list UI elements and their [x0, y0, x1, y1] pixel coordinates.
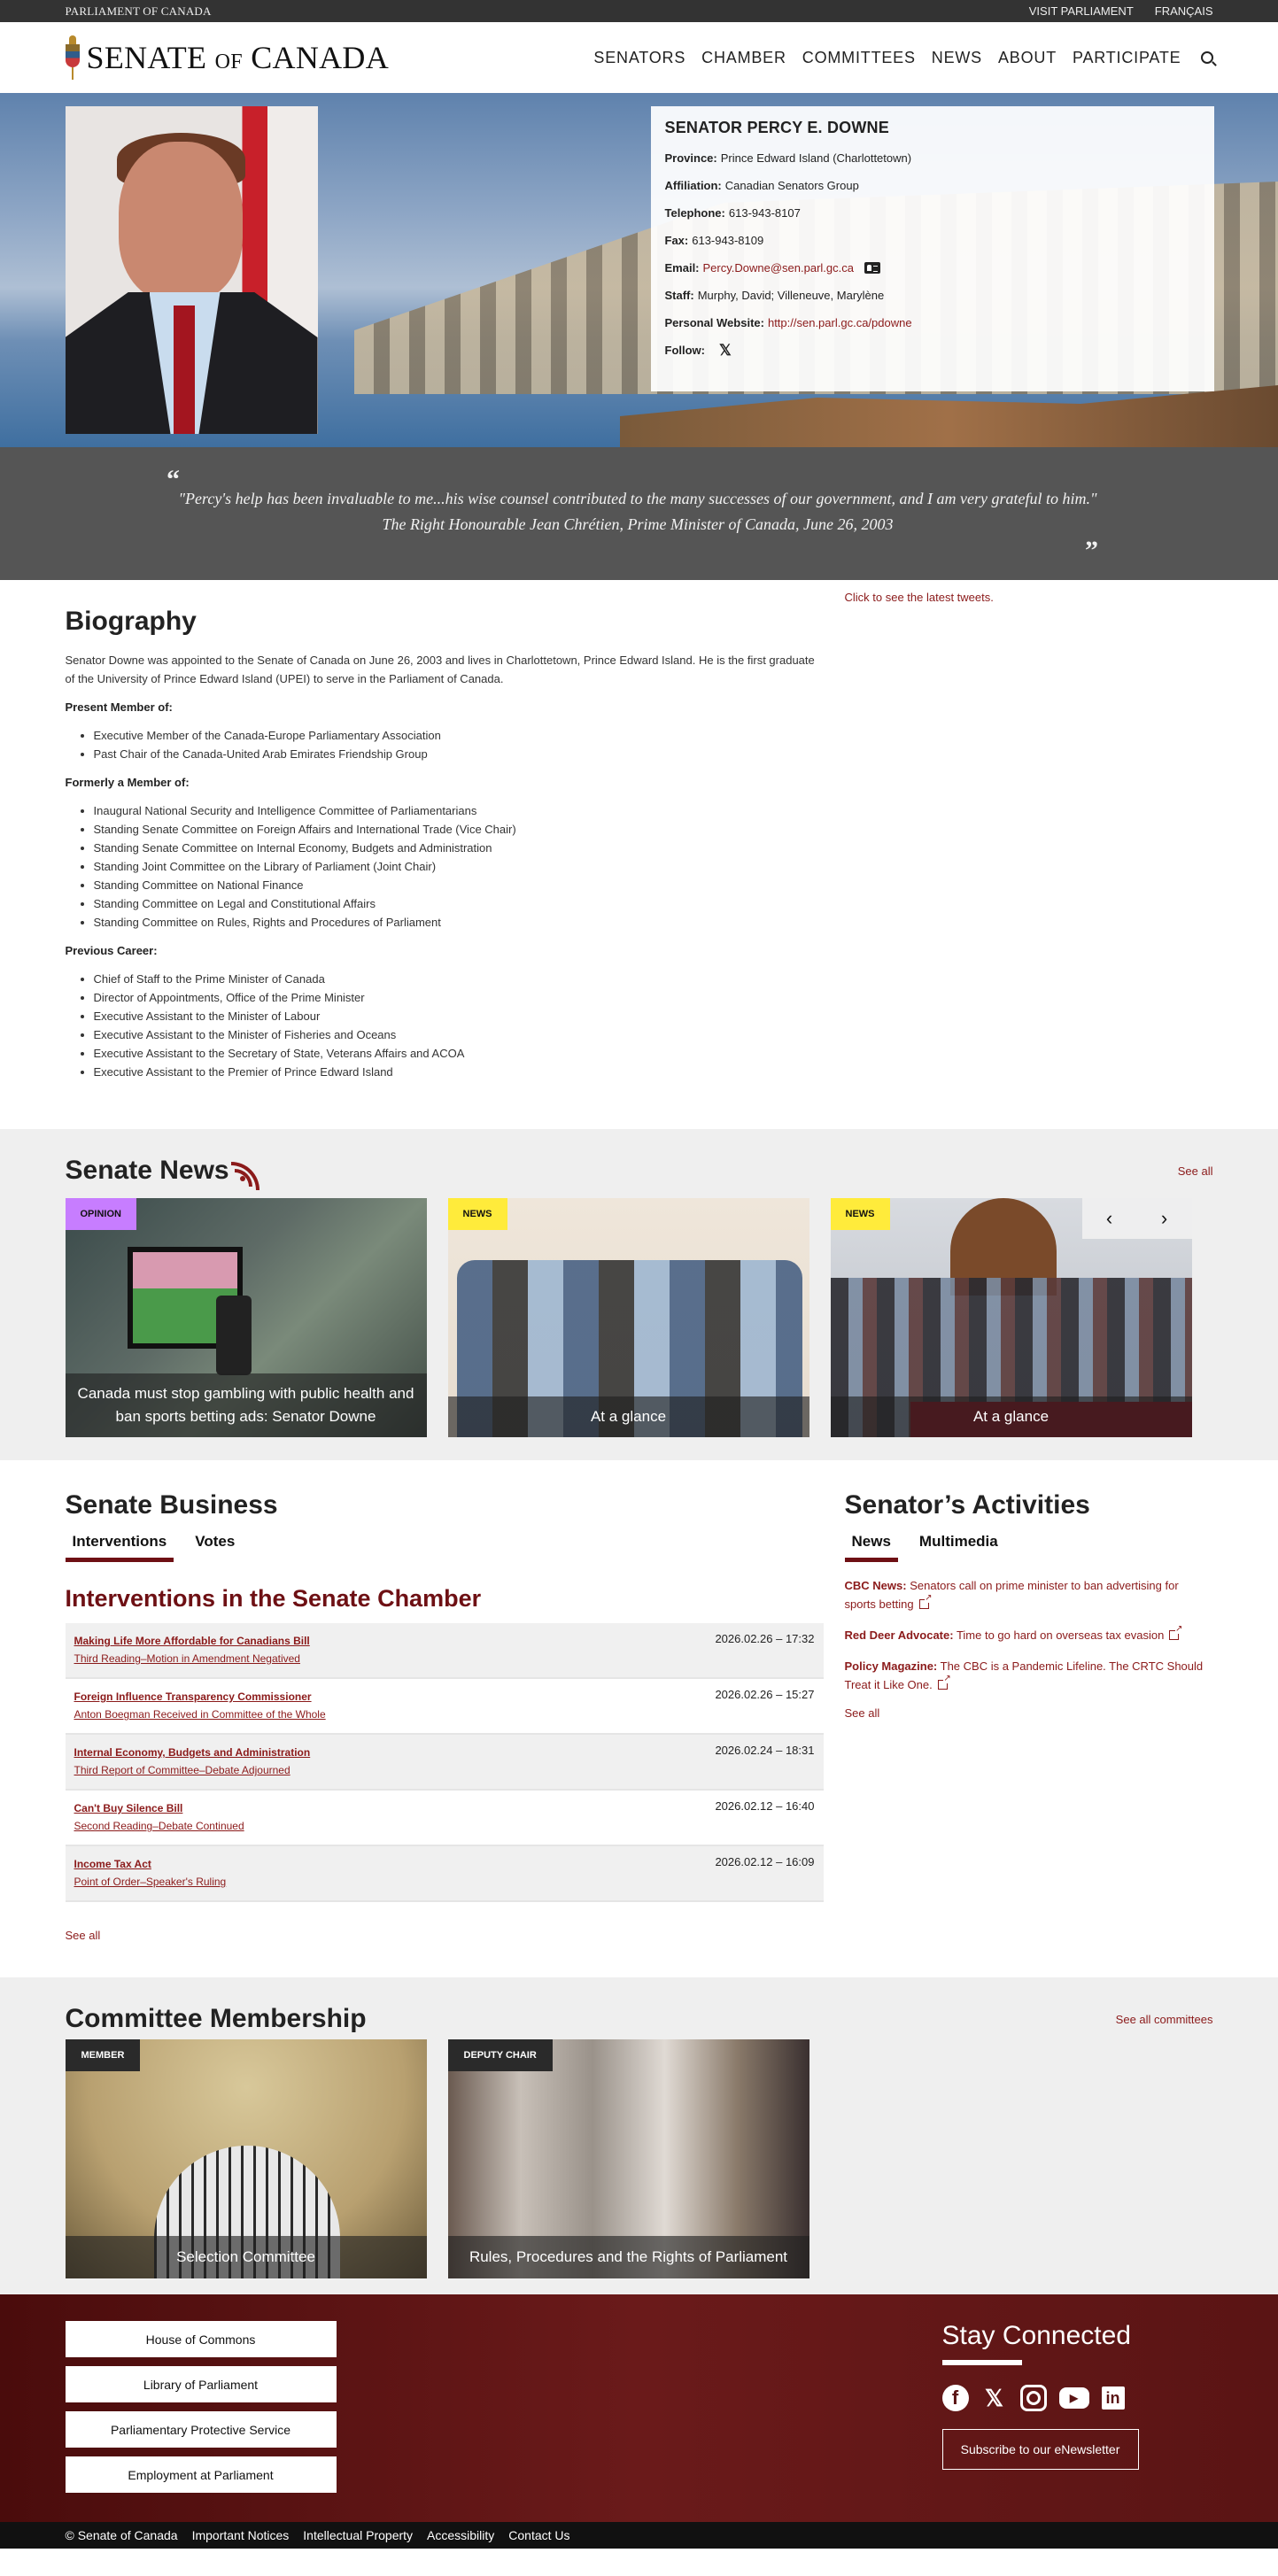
intervention-sub-link[interactable]: Third Reading–Motion in Amendment Negatived	[74, 1652, 300, 1665]
province-label: Province:	[664, 151, 717, 165]
biography-section	[0, 580, 1278, 1129]
committee-card-caption: Selection Committee	[66, 2236, 427, 2278]
see-all-committees-link[interactable]: See all committees	[1115, 2012, 1213, 2026]
committee-card[interactable]	[66, 2039, 427, 2278]
personal-website-link[interactable]: http://sen.parl.gc.ca/pdowne	[767, 316, 912, 329]
contact-us-link[interactable]: Contact Us	[508, 2528, 570, 2542]
logo-word-of: OF	[214, 50, 243, 73]
fax-label: Fax:	[664, 234, 689, 247]
list-item: • Executive Assistant to the Minister of Labour	[94, 1007, 824, 1025]
external-link-icon	[938, 1680, 948, 1690]
senate-news-title: Senate News	[65, 1156, 229, 1185]
website-label: Personal Website:	[664, 316, 764, 329]
news-card-caption: At a glance	[448, 1396, 809, 1437]
email-row	[665, 261, 1200, 275]
fax-value: 613-943-8109	[692, 234, 764, 247]
list-item: • Director of Appointments, Office of the Prime Minister	[94, 988, 824, 1007]
language-toggle-link[interactable]: FRANÇAIS	[1154, 4, 1213, 18]
intervention-date: 2026.02.26 – 17:32	[715, 1632, 815, 1645]
title-underline	[942, 2360, 1022, 2365]
news-card-caption: Canada must stop gambling with public health and ban sports betting ads: Senator Downe	[66, 1373, 427, 1437]
activity-item[interactable]	[845, 1576, 1213, 1613]
affiliation-label: Affiliation:	[664, 179, 722, 192]
activities-tabs	[845, 1533, 1213, 1562]
former-member-list	[94, 801, 824, 932]
intervention-sub-link[interactable]: Second Reading–Debate Continued	[74, 1820, 244, 1832]
nav-participate[interactable]: PARTICIPATE	[1073, 48, 1181, 66]
intervention-date: 2026.02.24 – 18:31	[715, 1744, 815, 1757]
intervention-row	[66, 1791, 824, 1846]
staff-label: Staff:	[664, 289, 694, 302]
news-card[interactable]	[831, 1198, 1192, 1437]
facebook-icon[interactable]: f	[942, 2385, 969, 2411]
site-header	[0, 22, 1278, 93]
senate-business-title: Senate Business	[65, 1490, 278, 1520]
nav-chamber[interactable]: CHAMBER	[701, 48, 786, 66]
intervention-title-link[interactable]: Making Life More Affordable for Canadians Bill	[74, 1635, 310, 1647]
committee-membership-title: Committee Membership	[65, 2004, 367, 2033]
parliament-label[interactable]: PARLIAMENT OF CANADA	[65, 4, 212, 18]
list-item: • Standing Committee on Legal and Constitutional Affairs	[94, 894, 824, 913]
tab-interventions[interactable]: Interventions	[66, 1533, 174, 1562]
search-icon[interactable]	[1201, 51, 1213, 64]
nav-news[interactable]: NEWS	[931, 48, 982, 66]
nav-senators[interactable]: SENATORS	[593, 48, 686, 66]
email-label: Email:	[664, 261, 700, 275]
tab-multimedia[interactable]: Multimedia	[918, 1533, 998, 1550]
list-item: • Chief of Staff to the Prime Minister of Canada	[94, 970, 824, 988]
telephone-label: Telephone:	[664, 206, 725, 220]
senate-crest-icon	[66, 35, 80, 80]
senator-info-card	[651, 106, 1214, 391]
house-of-commons-link[interactable]: House of Commons	[66, 2321, 337, 2357]
intervention-row	[66, 1679, 824, 1735]
main-nav	[593, 49, 1212, 67]
list-item: • Standing Senate Committee on Internal Economy, Budgets and Administration	[94, 839, 824, 857]
social-icons	[942, 2385, 1213, 2411]
website-row	[665, 316, 1200, 329]
news-card-caption: At a glance	[831, 1396, 1192, 1437]
news-badge: NEWS	[448, 1198, 507, 1230]
carousel-controls	[1082, 1198, 1192, 1239]
vcard-icon[interactable]	[864, 262, 880, 274]
activity-source: Policy Magazine:	[844, 1659, 938, 1673]
tab-votes[interactable]: Votes	[195, 1533, 236, 1550]
chevron-right-icon[interactable]: ›	[1160, 1207, 1168, 1229]
present-member-heading: Present Member of:	[65, 700, 173, 714]
intellectual-property-link[interactable]: Intellectual Property	[303, 2528, 414, 2542]
list-item: • Past Chair of the Canada-United Arab Emirates Friendship Group	[94, 745, 824, 763]
rss-icon[interactable]	[240, 1160, 261, 1181]
copyright-link[interactable]: © Senate of Canada	[65, 2528, 178, 2542]
activity-item[interactable]	[845, 1626, 1213, 1644]
stay-connected	[942, 2321, 1213, 2493]
telephone-row	[665, 206, 1200, 220]
x-icon[interactable]: 𝕏	[985, 2384, 1003, 2411]
activity-text: Senators call on prime minister to ban advertising for sports betting	[844, 1579, 1179, 1611]
chevron-left-icon[interactable]: ‹	[1105, 1207, 1113, 1229]
member-badge: MEMBER	[66, 2039, 141, 2071]
activities-title: Senator’s Activities	[844, 1490, 1090, 1520]
activity-source: Red Deer Advocate:	[844, 1628, 954, 1642]
telephone-value: 613-943-8107	[728, 206, 801, 220]
interventions-title: Interventions in the Senate Chamber	[65, 1585, 482, 1612]
latest-tweets-link[interactable]: Click to see the latest tweets.	[844, 591, 994, 604]
footer-bottom-bar	[0, 2522, 1278, 2549]
linkedin-icon[interactable]: in	[1102, 2386, 1125, 2410]
senator-name: SENATOR PERCY E. DOWNE	[664, 119, 889, 136]
x-icon[interactable]: 𝕏	[719, 341, 732, 359]
present-member-list	[94, 726, 824, 763]
intervention-row	[66, 1846, 824, 1902]
list-item: • Inaugural National Security and Intelligence Committee of Parliamentarians	[94, 801, 824, 820]
tab-news[interactable]: News	[845, 1533, 898, 1562]
staff-value: Murphy, David; Villeneuve, Marylène	[697, 289, 885, 302]
close-quote-icon: ”	[1085, 536, 1098, 565]
subscribe-newsletter-button[interactable]: Subscribe to our eNewsletter	[942, 2429, 1139, 2470]
news-card[interactable]	[448, 1198, 809, 1437]
senate-news-section	[0, 1129, 1278, 1460]
footer-links	[66, 2321, 337, 2493]
senator-hero	[0, 93, 1278, 447]
intervention-date: 2026.02.12 – 16:09	[715, 1855, 815, 1868]
affiliation-row	[665, 179, 1200, 192]
intervention-title-link[interactable]: Income Tax Act	[74, 1858, 151, 1870]
stay-connected-title: Stay Connected	[941, 2321, 1131, 2350]
committee-card[interactable]	[448, 2039, 809, 2278]
email-link[interactable]: Percy.Downe@sen.parl.gc.ca	[702, 261, 854, 275]
site-footer	[0, 2294, 1278, 2522]
logo-word-canada: CANADA	[251, 40, 390, 75]
activities-see-all-link[interactable]: See all	[844, 1706, 880, 1720]
previous-career-list	[94, 970, 824, 1081]
list-item: • Executive Assistant to the Secretary of State, Veterans Affairs and ACOA	[94, 1044, 824, 1063]
intervention-sub-link[interactable]: Point of Order–Speaker's Ruling	[74, 1876, 227, 1888]
activity-source: CBC News:	[844, 1579, 907, 1592]
intervention-row	[66, 1623, 824, 1679]
intervention-sub-link[interactable]: Anton Boegman Received in Committee of the Whole	[74, 1708, 326, 1721]
fax-row	[665, 234, 1200, 247]
intervention-row	[66, 1735, 824, 1791]
news-see-all-link[interactable]: See all	[1177, 1164, 1213, 1178]
news-card[interactable]	[66, 1198, 427, 1437]
former-member-heading: Formerly a Member of:	[65, 776, 190, 789]
committee-card-caption: Rules, Procedures and the Rights of Parliament	[448, 2236, 809, 2278]
list-item: • Standing Committee on National Finance	[94, 876, 824, 894]
list-item: • Executive Assistant to the Premier of Prince Edward Island	[94, 1063, 824, 1081]
province-value: Prince Edward Island (Charlottetown)	[720, 151, 912, 165]
intervention-title-link[interactable]: Internal Economy, Budgets and Administration	[74, 1746, 311, 1759]
nav-about[interactable]: ABOUT	[997, 48, 1057, 66]
intervention-date: 2026.02.12 – 16:40	[715, 1799, 815, 1813]
news-badge: NEWS	[831, 1198, 890, 1230]
external-link-icon	[1169, 1630, 1179, 1640]
business-tabs	[66, 1533, 824, 1562]
biography-title: Biography	[65, 607, 197, 636]
senator-activities	[845, 1490, 1213, 1942]
open-quote-icon: “	[167, 465, 180, 494]
affiliation-value: Canadian Senators Group	[724, 179, 859, 192]
list-item: • Standing Senate Committee on Foreign Affairs and International Trade (Vice Chair)	[94, 820, 824, 839]
list-item: • Executive Member of the Canada-Europe Parliamentary Association	[94, 726, 824, 745]
activity-text: Time to go hard on overseas tax evasion	[956, 1628, 1165, 1642]
follow-label: Follow:	[664, 344, 705, 357]
activity-item[interactable]	[845, 1657, 1213, 1694]
important-notices-link[interactable]: Important Notices	[191, 2528, 290, 2542]
previous-career-heading: Previous Career:	[65, 944, 158, 957]
committee-membership-section	[0, 1977, 1278, 2294]
parliament-top-bar	[0, 0, 1278, 22]
interventions-list	[66, 1623, 824, 1902]
opinion-badge: OPINION	[66, 1198, 136, 1230]
senator-portrait	[66, 106, 318, 434]
visit-parliament-link[interactable]: VISIT PARLIAMENT	[1028, 4, 1134, 18]
activity-text: The CBC is a Pandemic Lifeline. The CRTC Should Treat it Like One.	[844, 1659, 1204, 1691]
interventions-see-all-link[interactable]: See all	[65, 1929, 101, 1942]
biography-intro: Senator Downe was appointed to the Senate of Canada on June 26, 2003 and lives in Charlottetown, Prince Edward Island. He is the first graduate of the University of Prince Edward Island (UPEI) to serve in the Parliament of Canada.	[65, 654, 815, 685]
protective-service-link[interactable]: Parliamentary Protective Service	[66, 2411, 337, 2448]
intervention-date: 2026.02.26 – 15:27	[715, 1688, 815, 1701]
external-link-icon	[919, 1599, 929, 1609]
logo-word-senate: SENATE	[86, 40, 207, 75]
employment-link[interactable]: Employment at Parliament	[66, 2456, 337, 2493]
quote-banner	[0, 447, 1278, 580]
senate-business-section	[0, 1460, 1278, 1977]
follow-row	[664, 341, 1200, 359]
accessibility-link[interactable]: Accessibility	[427, 2528, 495, 2542]
library-of-parliament-link[interactable]: Library of Parliament	[66, 2366, 337, 2402]
senate-logo[interactable]	[66, 35, 390, 80]
list-item: • Standing Committee on Rules, Rights and Procedures of Parliament	[94, 913, 824, 932]
instagram-icon[interactable]	[1020, 2385, 1047, 2411]
list-item: • Standing Joint Committee on the Library of Parliament (Joint Chair)	[94, 857, 824, 876]
list-item: • Executive Assistant to the Minister of Fisheries and Oceans	[94, 1025, 824, 1044]
deputy-chair-badge: DEPUTY CHAIR	[448, 2039, 553, 2071]
province-row	[665, 151, 1200, 165]
intervention-title-link[interactable]: Foreign Influence Transparency Commissioner	[74, 1690, 312, 1703]
youtube-icon[interactable]: ▶	[1059, 2387, 1089, 2409]
nav-committees[interactable]: COMMITTEES	[802, 48, 916, 66]
intervention-sub-link[interactable]: Third Report of Committee–Debate Adjourned	[74, 1764, 290, 1776]
quote-text: "Percy's help has been invaluable to me...his wise counsel contributed to the many successes of our government, and I am very grateful to him." The Right Honourable Jean Chrétien, Prime Minister of Canada, June 26, 2003	[178, 490, 1097, 533]
staff-row	[665, 289, 1200, 302]
intervention-title-link[interactable]: Can't Buy Silence Bill	[74, 1802, 183, 1814]
